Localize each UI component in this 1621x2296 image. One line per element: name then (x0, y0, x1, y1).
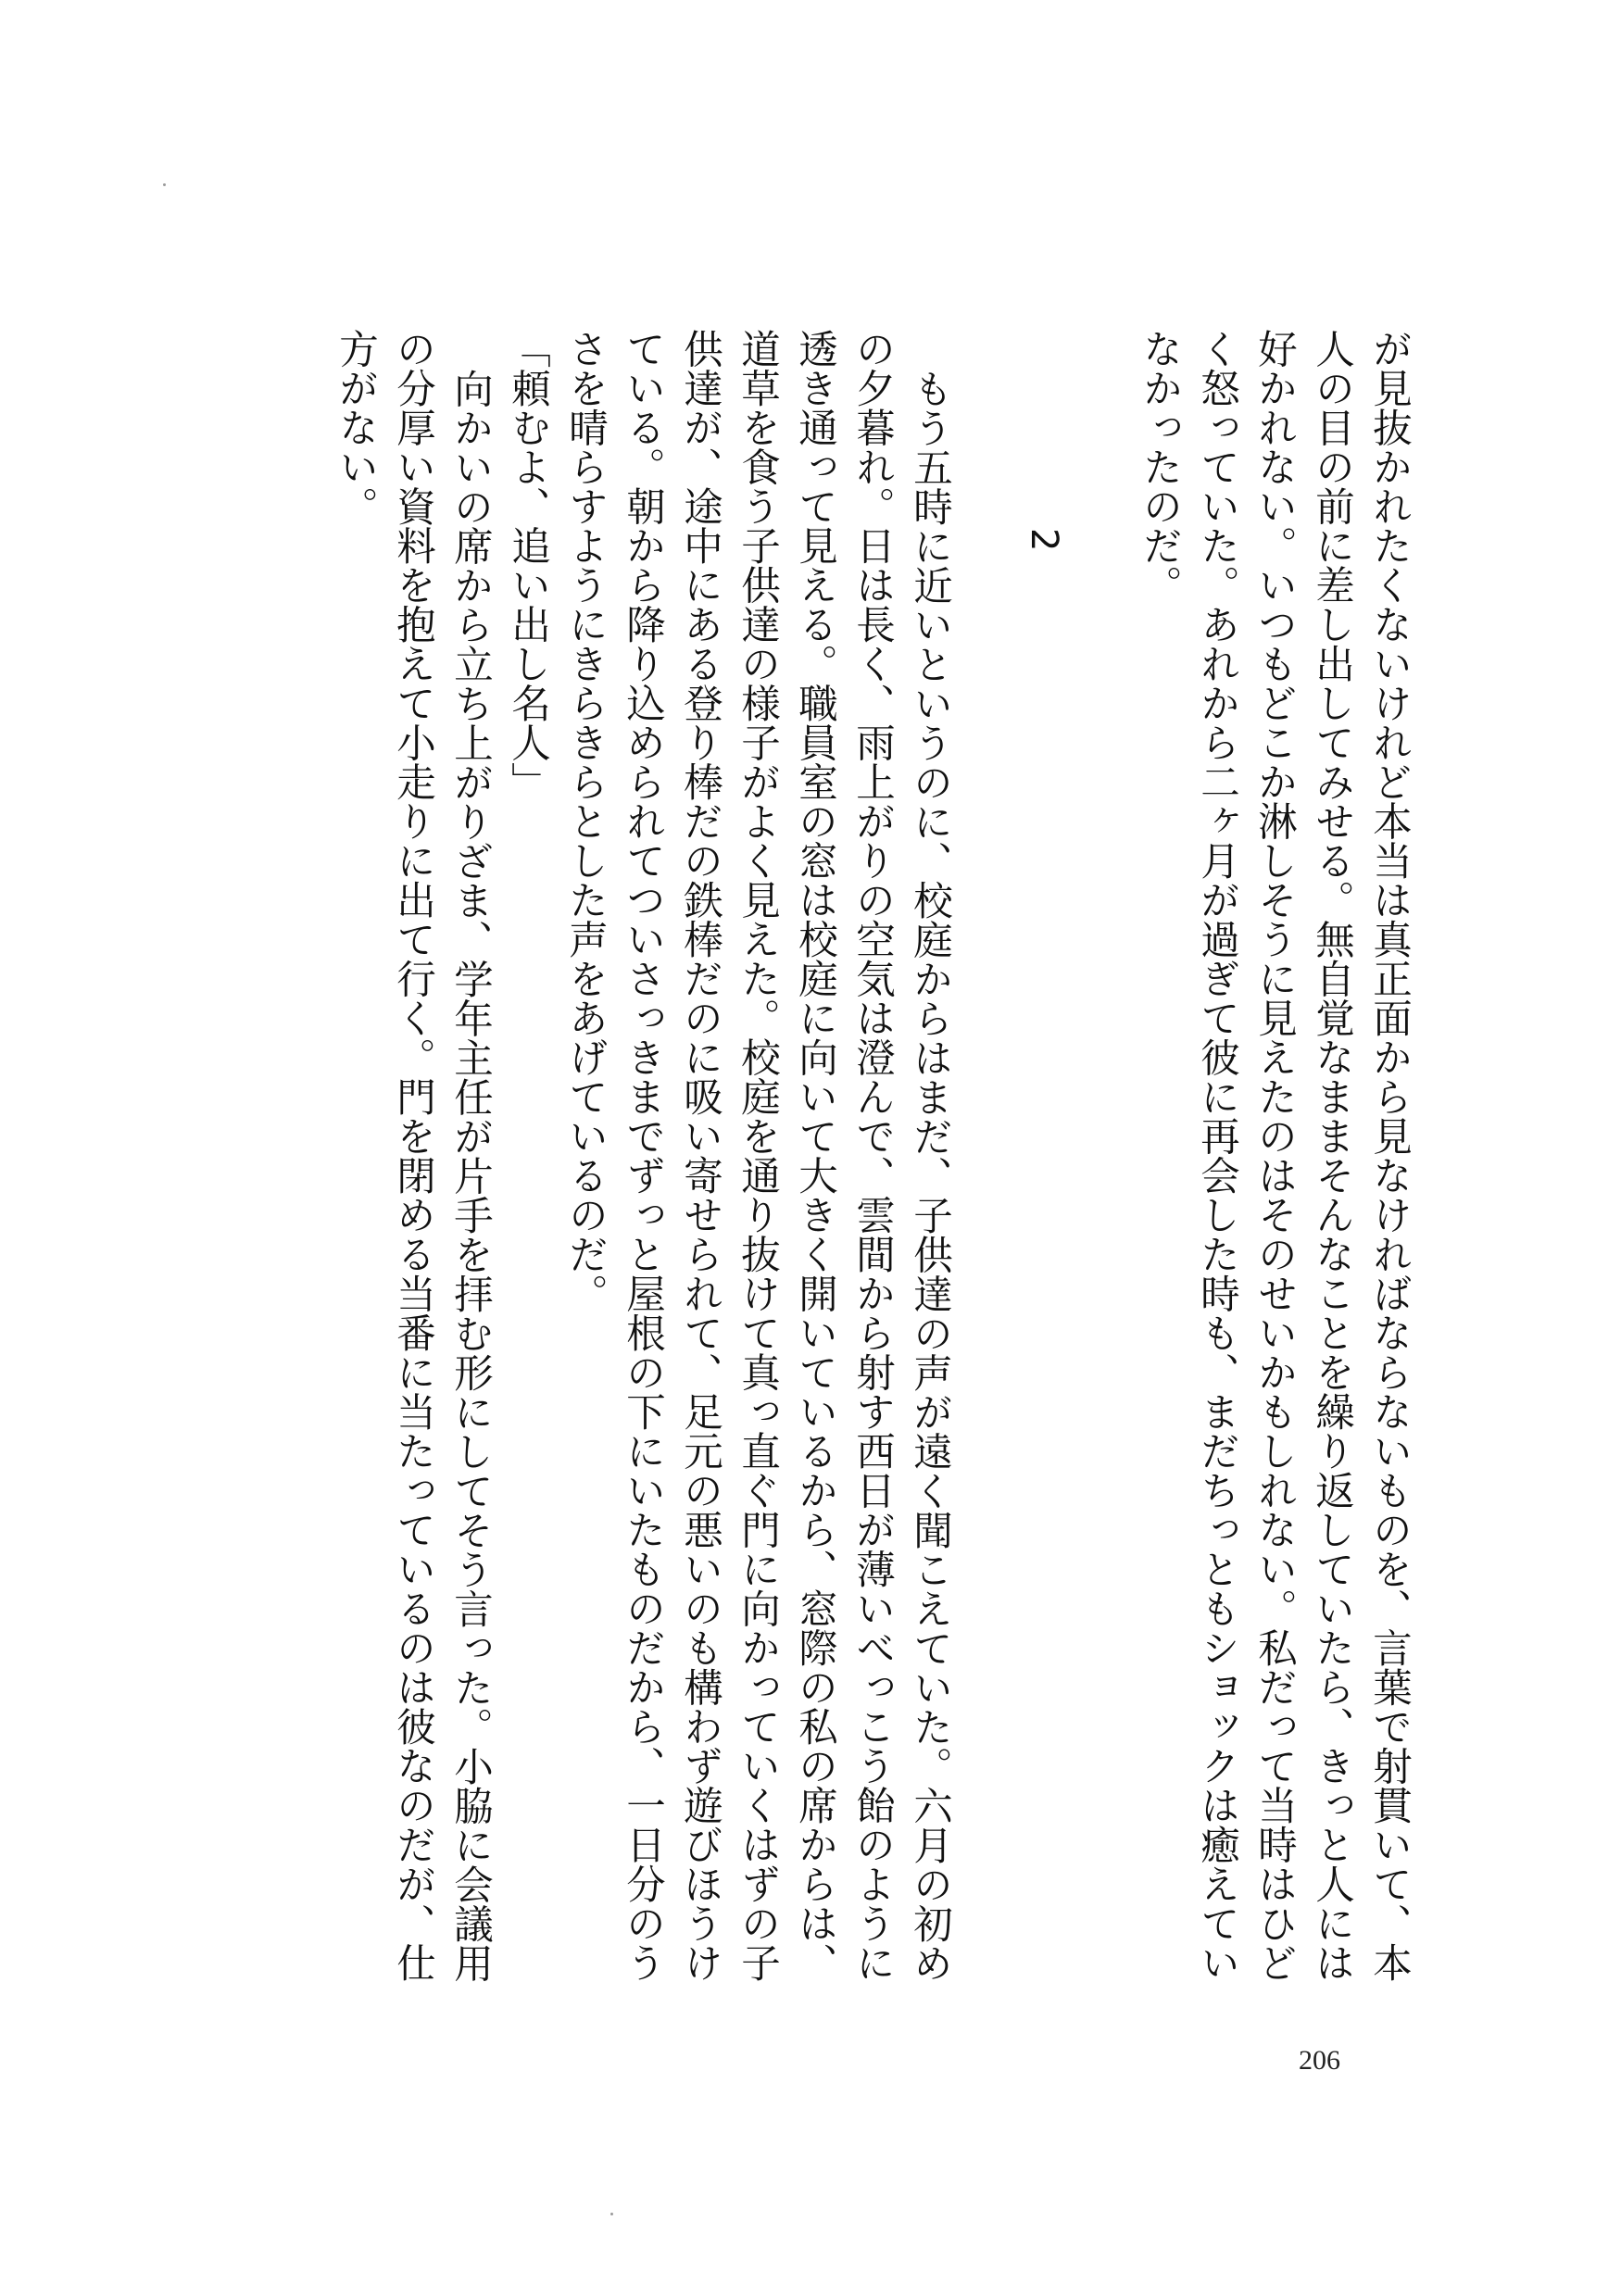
text-column: さを晴らすようにきらきらとした声をあげているのだ。 (562, 329, 608, 1313)
text-column: の分厚い資料を抱えて小走りに出て行く。門を閉める当番に当たっているのは彼なのだが、仕 (390, 329, 435, 1982)
text-column: 好かれない。いつもどこか淋しそうに見えたのはそのせいかもしれない。私だって当時はひど (1251, 329, 1297, 1982)
text-column: が見抜かれたくないけれど本当は真正面から見なければならないものを、言葉で射貫いて、本 (1366, 329, 1412, 1982)
text-column: 人の目の前に差し出してみせる。無自覚なままそんなことを繰り返していたら、きっと人には (1309, 329, 1354, 1982)
text-column: 透き通って見える。職員室の窓は校庭に向いて大きく開いているから、窓際の私の席からは、 (792, 329, 837, 1982)
vertical-text-body (326, 329, 1417, 1996)
text-column: 方がない。 (333, 329, 378, 526)
page-number: 206 (1299, 2045, 1340, 2076)
text-column: なかったのだ。 (1137, 329, 1182, 605)
scan-speck (610, 2213, 613, 2215)
text-column: く怒っていた。あれから二ヶ月が過ぎて彼に再会した時も、まだちっともショックは癒えてい (1194, 329, 1239, 1982)
text-column: もう五時に近いというのに、校庭からはまだ、子供達の声が遠く聞こえていた。六月の初め (907, 369, 952, 1983)
text-column: 道草を食う子供達の様子がよく見えた。校庭を通り抜けて真っ直ぐ門に向かっていくはずの子 (735, 329, 780, 1982)
text-column: 向かいの席から立ち上がりざま、学年主任が片手を拝む形にしてそう言った。小脇に会議用 (447, 369, 493, 1983)
dialogue-column: 「頼むよ、追い出し名人」 (505, 329, 550, 801)
section-number: 2 (1023, 528, 1065, 552)
text-column: の夕暮れ。日は長く、雨上がりの空気は澄んで、雲間から射す西日が薄いべっこう飴のように (849, 329, 895, 1982)
text-column: 供達が、途中にある登り棒だの鉄棒だのに吸い寄せられて、足元の悪いのも構わず遊びほうけ (677, 329, 723, 1982)
scan-speck (163, 183, 166, 186)
text-column: ている。朝から降り込められてついさっきまでずっと屋根の下にいたものだから、一日分のう (620, 329, 665, 1982)
